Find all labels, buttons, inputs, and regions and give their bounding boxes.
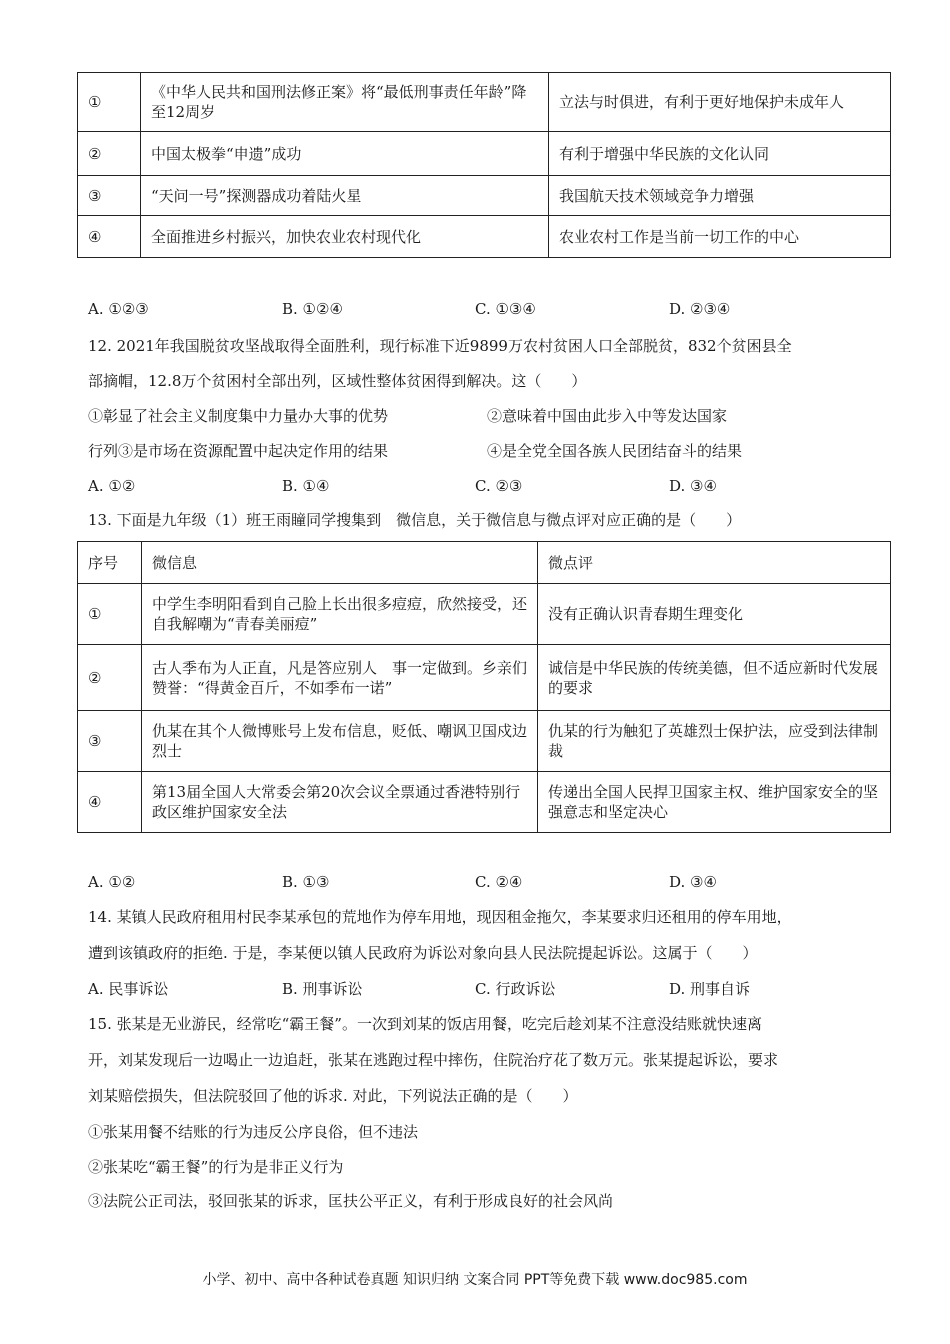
option-b: B. 刑事诉讼 — [282, 980, 363, 998]
comment-cell: 传递出全国人民捍卫国家主权、维护国家安全的坚强意志和坚定决心 — [538, 772, 891, 833]
comment-cell: 农业农村工作是当前一切工作的中心 — [549, 216, 891, 258]
q12-statement-1: ①彰显了社会主义制度集中力量办大事的优势 — [88, 407, 389, 425]
q14-options — [88, 979, 888, 999]
q15-statement-1: ①张某用餐不结账的行为违反公序良俗，但不违法 — [88, 1123, 419, 1141]
option-a: A. 民事诉讼 — [88, 980, 169, 998]
q12-statement-4: ④是全党全国各族人民团结奋斗的结果 — [487, 442, 743, 460]
table-row — [78, 176, 891, 216]
option-a: A. ①② — [88, 477, 136, 495]
page-footer: 小学、初中、高中各种试卷真题 知识归纳 文案合同 PPT等免费下载 www.doc985.com — [202, 1272, 748, 1288]
table-row — [78, 711, 891, 772]
row-number: ④ — [78, 216, 141, 258]
option-d: D. 刑事自诉 — [669, 980, 751, 998]
q14-stem-line1: 14. 某镇人民政府租用村民李某承包的荒地作为停车用地，现因租金拖欠，李某要求归还租用的停车用地， — [88, 908, 792, 926]
table-row — [78, 73, 891, 132]
event-cell: “天问一号”探测器成功着陆火星 — [141, 176, 549, 216]
table-row — [78, 645, 891, 711]
row-number: ② — [78, 132, 141, 176]
table-row — [78, 584, 891, 645]
event-cell: 中国太极拳“申遗”成功 — [141, 132, 549, 176]
event-cell: 《中华人民共和国刑法修正案》将“最低刑事责任年龄”降至12周岁 — [141, 73, 549, 132]
option-c: C. ②④ — [475, 873, 523, 891]
option-a: A. ①②③ — [88, 300, 149, 318]
option-a: A. ①② — [88, 873, 136, 891]
option-c: C. 行政诉讼 — [475, 980, 556, 998]
option-d: D. ③④ — [669, 477, 717, 495]
row-number: ③ — [78, 176, 141, 216]
q13-options — [88, 872, 888, 892]
info-cell: 第13届全国人大常委会第20次会议全票通过香港特别行政区维护国家安全法 — [142, 772, 538, 833]
q12-stem-line1: 12. 2021年我国脱贫攻坚战取得全面胜利，现行标准下近9899万农村贫困人口全部脱贫，832个贫困县全 — [88, 337, 792, 355]
row-number: ② — [78, 645, 142, 711]
table-header-row — [78, 542, 891, 584]
q14-stem-line2: 遭到该镇政府的拒绝. 于是，李某便以镇人民政府为诉讼对象向县人民法院提起诉讼。这属于（ ） — [88, 944, 758, 962]
q15-statement-2: ②张某吃“霸王餐”的行为是非正义行为 — [88, 1158, 344, 1176]
q15-statement-3: ③法院公正司法，驳回张某的诉求，匡扶公平正义，有利于形成良好的社会风尚 — [88, 1192, 614, 1210]
info-cell: 古人季布为人正直，凡是答应别人 事一定做到。乡亲们赞誉：“得黄金百斤，不如季布一诺” — [142, 645, 538, 711]
q11-options — [88, 299, 888, 319]
row-number: ① — [78, 584, 142, 645]
q15-stem-line1: 15. 张某是无业游民，经常吃“霸王餐”。一次到刘某的饭店用餐，吃完后趁刘某不注意没结账就快速离 — [88, 1015, 762, 1033]
comment-cell: 我国航天技术领域竞争力增强 — [549, 176, 891, 216]
row-number: ③ — [78, 711, 142, 772]
option-b: B. ①④ — [282, 477, 330, 495]
option-b: B. ①②④ — [282, 300, 343, 318]
option-d: D. ③④ — [669, 873, 717, 891]
info-cell: 仇某在其个人微博账号上发布信息，贬低、嘲讽卫国戍边烈士 — [142, 711, 538, 772]
comment-cell: 立法与时俱进，有利于更好地保护未成年人 — [549, 73, 891, 132]
info-cell: 中学生李明阳看到自己脸上长出很多痘痘，欣然接受，还自我解嘲为“青春美丽痘” — [142, 584, 538, 645]
q15-stem-line3: 刘某赔偿损失，但法院驳回了他的诉求. 对此，下列说法正确的是（ ） — [88, 1087, 578, 1105]
q13-table — [77, 541, 891, 833]
q12-options — [88, 476, 888, 496]
row-number: ④ — [78, 772, 142, 833]
q13-stem: 13. 下面是九年级（1）班王雨瞳同学搜集到 微信息，关于微信息与微点评对应正确的是（ ） — [88, 511, 742, 529]
q11-table — [77, 72, 891, 258]
comment-cell: 没有正确认识青春期生理变化 — [538, 584, 891, 645]
table-row — [78, 132, 891, 176]
header-info: 微信息 — [142, 542, 538, 584]
option-d: D. ②③④ — [669, 300, 731, 318]
table-row — [78, 216, 891, 258]
header-number: 序号 — [78, 542, 142, 584]
option-c: C. ①③④ — [475, 300, 536, 318]
q15-stem-line2: 开，刘某发现后一边喝止一边追赶，张某在逃跑过程中摔伤，住院治疗花了数万元。张某提起诉讼，要求 — [88, 1051, 779, 1069]
table-row — [78, 772, 891, 833]
q12-stem-line2: 部摘帽，12.8万个贫困村全部出列，区域性整体贫困得到解决。这（ ） — [88, 372, 587, 390]
comment-cell: 诚信是中华民族的传统美德，但不适应新时代发展的要求 — [538, 645, 891, 711]
header-comment: 微点评 — [538, 542, 891, 584]
option-c: C. ②③ — [475, 477, 523, 495]
row-number: ① — [78, 73, 141, 132]
option-b: B. ①③ — [282, 873, 330, 891]
comment-cell: 仇某的行为触犯了英雄烈士保护法，应受到法律制裁 — [538, 711, 891, 772]
q12-statement-2: ②意味着中国由此步入中等发达国家 — [487, 407, 728, 425]
q12-statement-3: 行列③是市场在资源配置中起决定作用的结果 — [88, 442, 389, 460]
comment-cell: 有利于增强中华民族的文化认同 — [549, 132, 891, 176]
event-cell: 全面推进乡村振兴，加快农业农村现代化 — [141, 216, 549, 258]
